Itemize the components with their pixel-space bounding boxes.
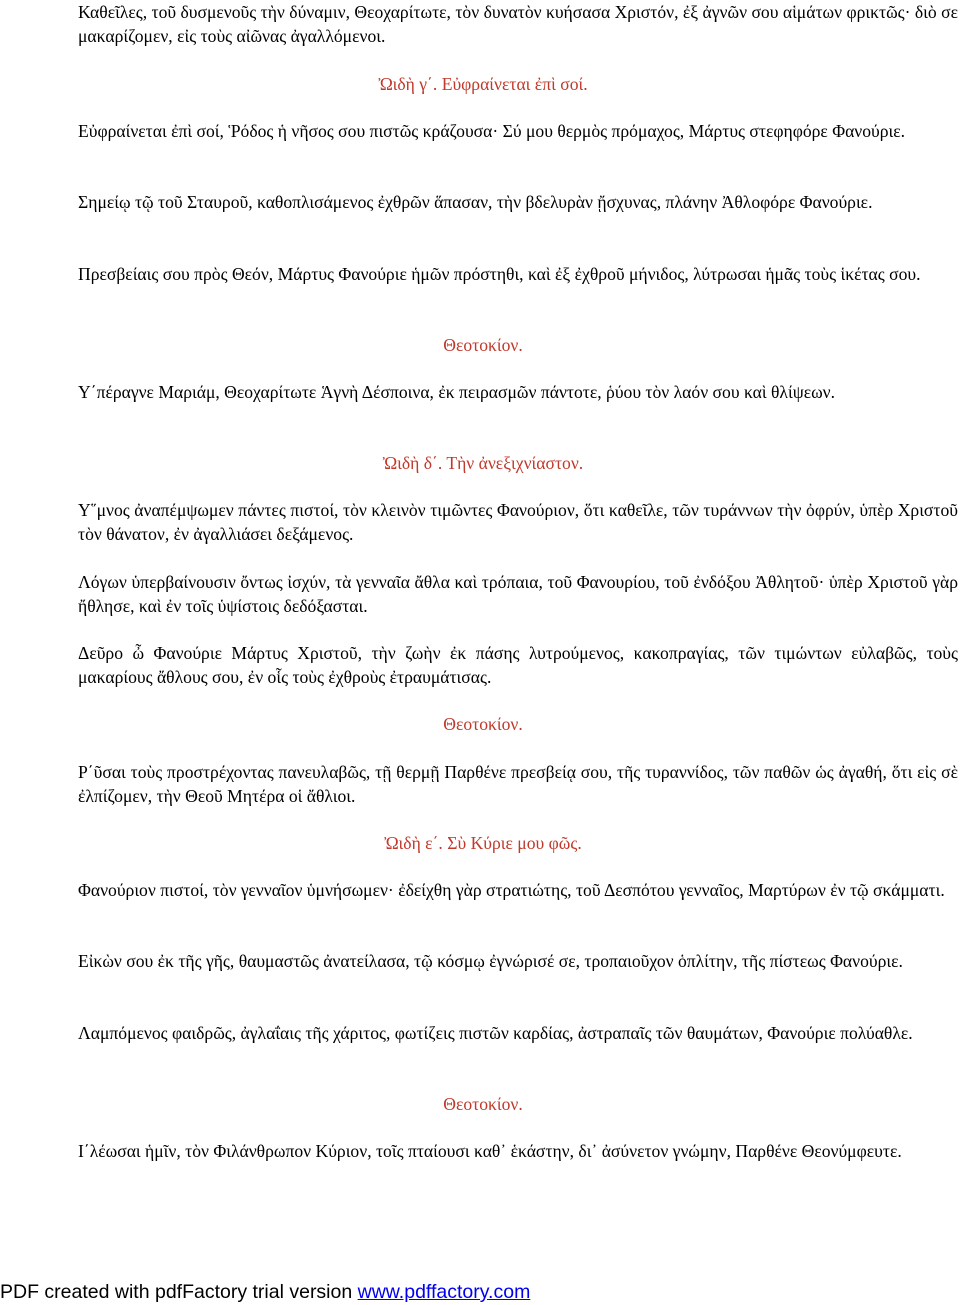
footer-link[interactable]: www.pdffactory.com bbox=[357, 1281, 531, 1303]
paragraph: Ρ΄ῦσαι τοὺς προστρέχοντας πανευλαβῶς, τῇ θερμῇ Παρθένε πρεσβείᾳ σου, τῆς τυραννίδος, τῶν παθῶν ὡς ἀγαθή, ὅτι εἰς σὲ ἐλπίζομεν, τὴν Θεοῦ Μητέρα οἱ ἄθλιοι. bbox=[78, 762, 958, 806]
paragraph: Δεῦρο ὦ Φανούριε Μάρτυς Χριστοῦ, τὴν ζωὴν ἐκ πάσης λυτρούμενος, κακοπραγίας, τῶν τιμώντων εὐλαβῶς, τοὺς μακαρίους ἄθλους σου, ἐν οἷς τοὺς ἐχθροὺς ἐτραυμάτισας. bbox=[78, 643, 958, 687]
paragraph: Πρεσβείαις σου πρὸς Θεόν, Μάρτυς Φανούριε ἡμῶν πρόστηθι, καὶ ἐξ ἐχθροῦ μήνιδος, λύτρωσαι ἡμᾶς τοὺς ἱκέτας σου. bbox=[78, 264, 921, 284]
paragraph: Καθεῖλες, τοῦ δυσμενοῦς τὴν δύναμιν, Θεοχαρίτωτε, τὸν δυνατὸν κυήσασα Χριστόν, ἐξ ἀγνῶν σου αἱμάτων φρικτῶς· διὸ σε μακαρίζομεν, εἰς τοὺς αἰῶνας ἀγαλλόμενοι. bbox=[78, 2, 958, 46]
ode-heading: Ὠιδὴ γ΄. Εὐφραίνεται ἐπὶ σοί. bbox=[378, 74, 588, 94]
paragraph: Φανούριον πιστοί, τὸν γενναῖον ὑμνήσωμεν· ἐδείχθη γὰρ στρατιώτης, τοῦ Δεσπότου γενναῖος, Μαρτύρων ἐν τῷ σκάμματι. bbox=[78, 880, 945, 900]
paragraph: Λόγων ὑπερβαίνουσιν ὄντως ἰσχύν, τὰ γενναῖα ἄθλα καὶ τρόπαια, τοῦ Φανουρίου, τοῦ ἐνδόξου Ἀθλητοῦ· ὑπὲρ Χριστοῦ γὰρ ἤθλησε, καὶ ἐν τοῖς ὑψίστοις δεδόξασται. bbox=[78, 572, 958, 616]
pdf-footer bbox=[0, 1280, 960, 1304]
paragraph: Ι΄λέωσαι ἡμῖν, τὸν Φιλάνθρωπον Κύριον, τοῖς πταίουσι καθ᾽ ἑκάστην, δι᾽ ἀσύνετον γνώμην, Παρθένε Θεονύμφευτε. bbox=[78, 1141, 902, 1161]
paragraph: Εὐφραίνεται ἐπὶ σοί, Ῥόδος ἡ νῆσος σου πιστῶς κράζουσα· Σύ μου θερμὸς πρόμαχος, Μάρτυς στεφηφόρε Φανούριε. bbox=[78, 121, 906, 141]
paragraph: Υ΄πέραγνε Μαριάμ, Θεοχαρίτωτε Ἁγνὴ Δέσποινα, ἐκ πειρασμῶν πάντοτε, ῥύου τὸν λαόν σου καὶ θλίψεων. bbox=[78, 382, 836, 402]
theotokion-heading: Θεοτοκίον. bbox=[443, 714, 523, 734]
ode-heading: Ὠιδὴ δ΄. Τὴν ἀνεξιχνίαστον. bbox=[382, 453, 584, 473]
paragraph: Υ῞μνος ἀναπέμψωμεν πάντες πιστοί, τὸν κλεινὸν τιμῶντες Φανούριον, ὅτι καθεῖλε, τῶν τυράννων τὴν ὀφρύν, ὑπὲρ Χριστοῦ τὸν θάνατον, ἐν ἀγαλλιάσει δεξάμενος. bbox=[78, 500, 958, 544]
paragraph: Σημείῳ τῷ τοῦ Σταυροῦ, καθοπλισάμενος ἐχθρῶν ἅπασαν, τὴν βδελυρὰν ᾔσχυνας, πλάνην Ἀθλοφόρε Φανούριε. bbox=[78, 192, 873, 212]
theotokion-heading: Θεοτοκίον. bbox=[443, 1094, 523, 1114]
footer-text: PDF created with pdfFactory trial version bbox=[0, 1281, 358, 1303]
ode-heading: Ὠιδὴ ε΄. Σὺ Κύριε μου φῶς. bbox=[384, 833, 582, 853]
theotokion-heading: Θεοτοκίον. bbox=[443, 335, 523, 355]
paragraph: Λαμπόμενος φαιδρῶς, ἀγλαΐαις τῆς χάριτος, φωτίζεις πιστῶν καρδίας, ἀστραπαῖς τῶν θαυμάτων, Φανούριε πολύαθλε. bbox=[78, 1023, 913, 1043]
paragraph: Εἰκὼν σου ἐκ τῆς γῆς, θαυμαστῶς ἀνατείλασα, τῷ κόσμῳ ἐγνώρισέ σε, τροπαιοῦχον ὁπλίτην, τῆς πίστεως Φανούριε. bbox=[78, 951, 903, 971]
